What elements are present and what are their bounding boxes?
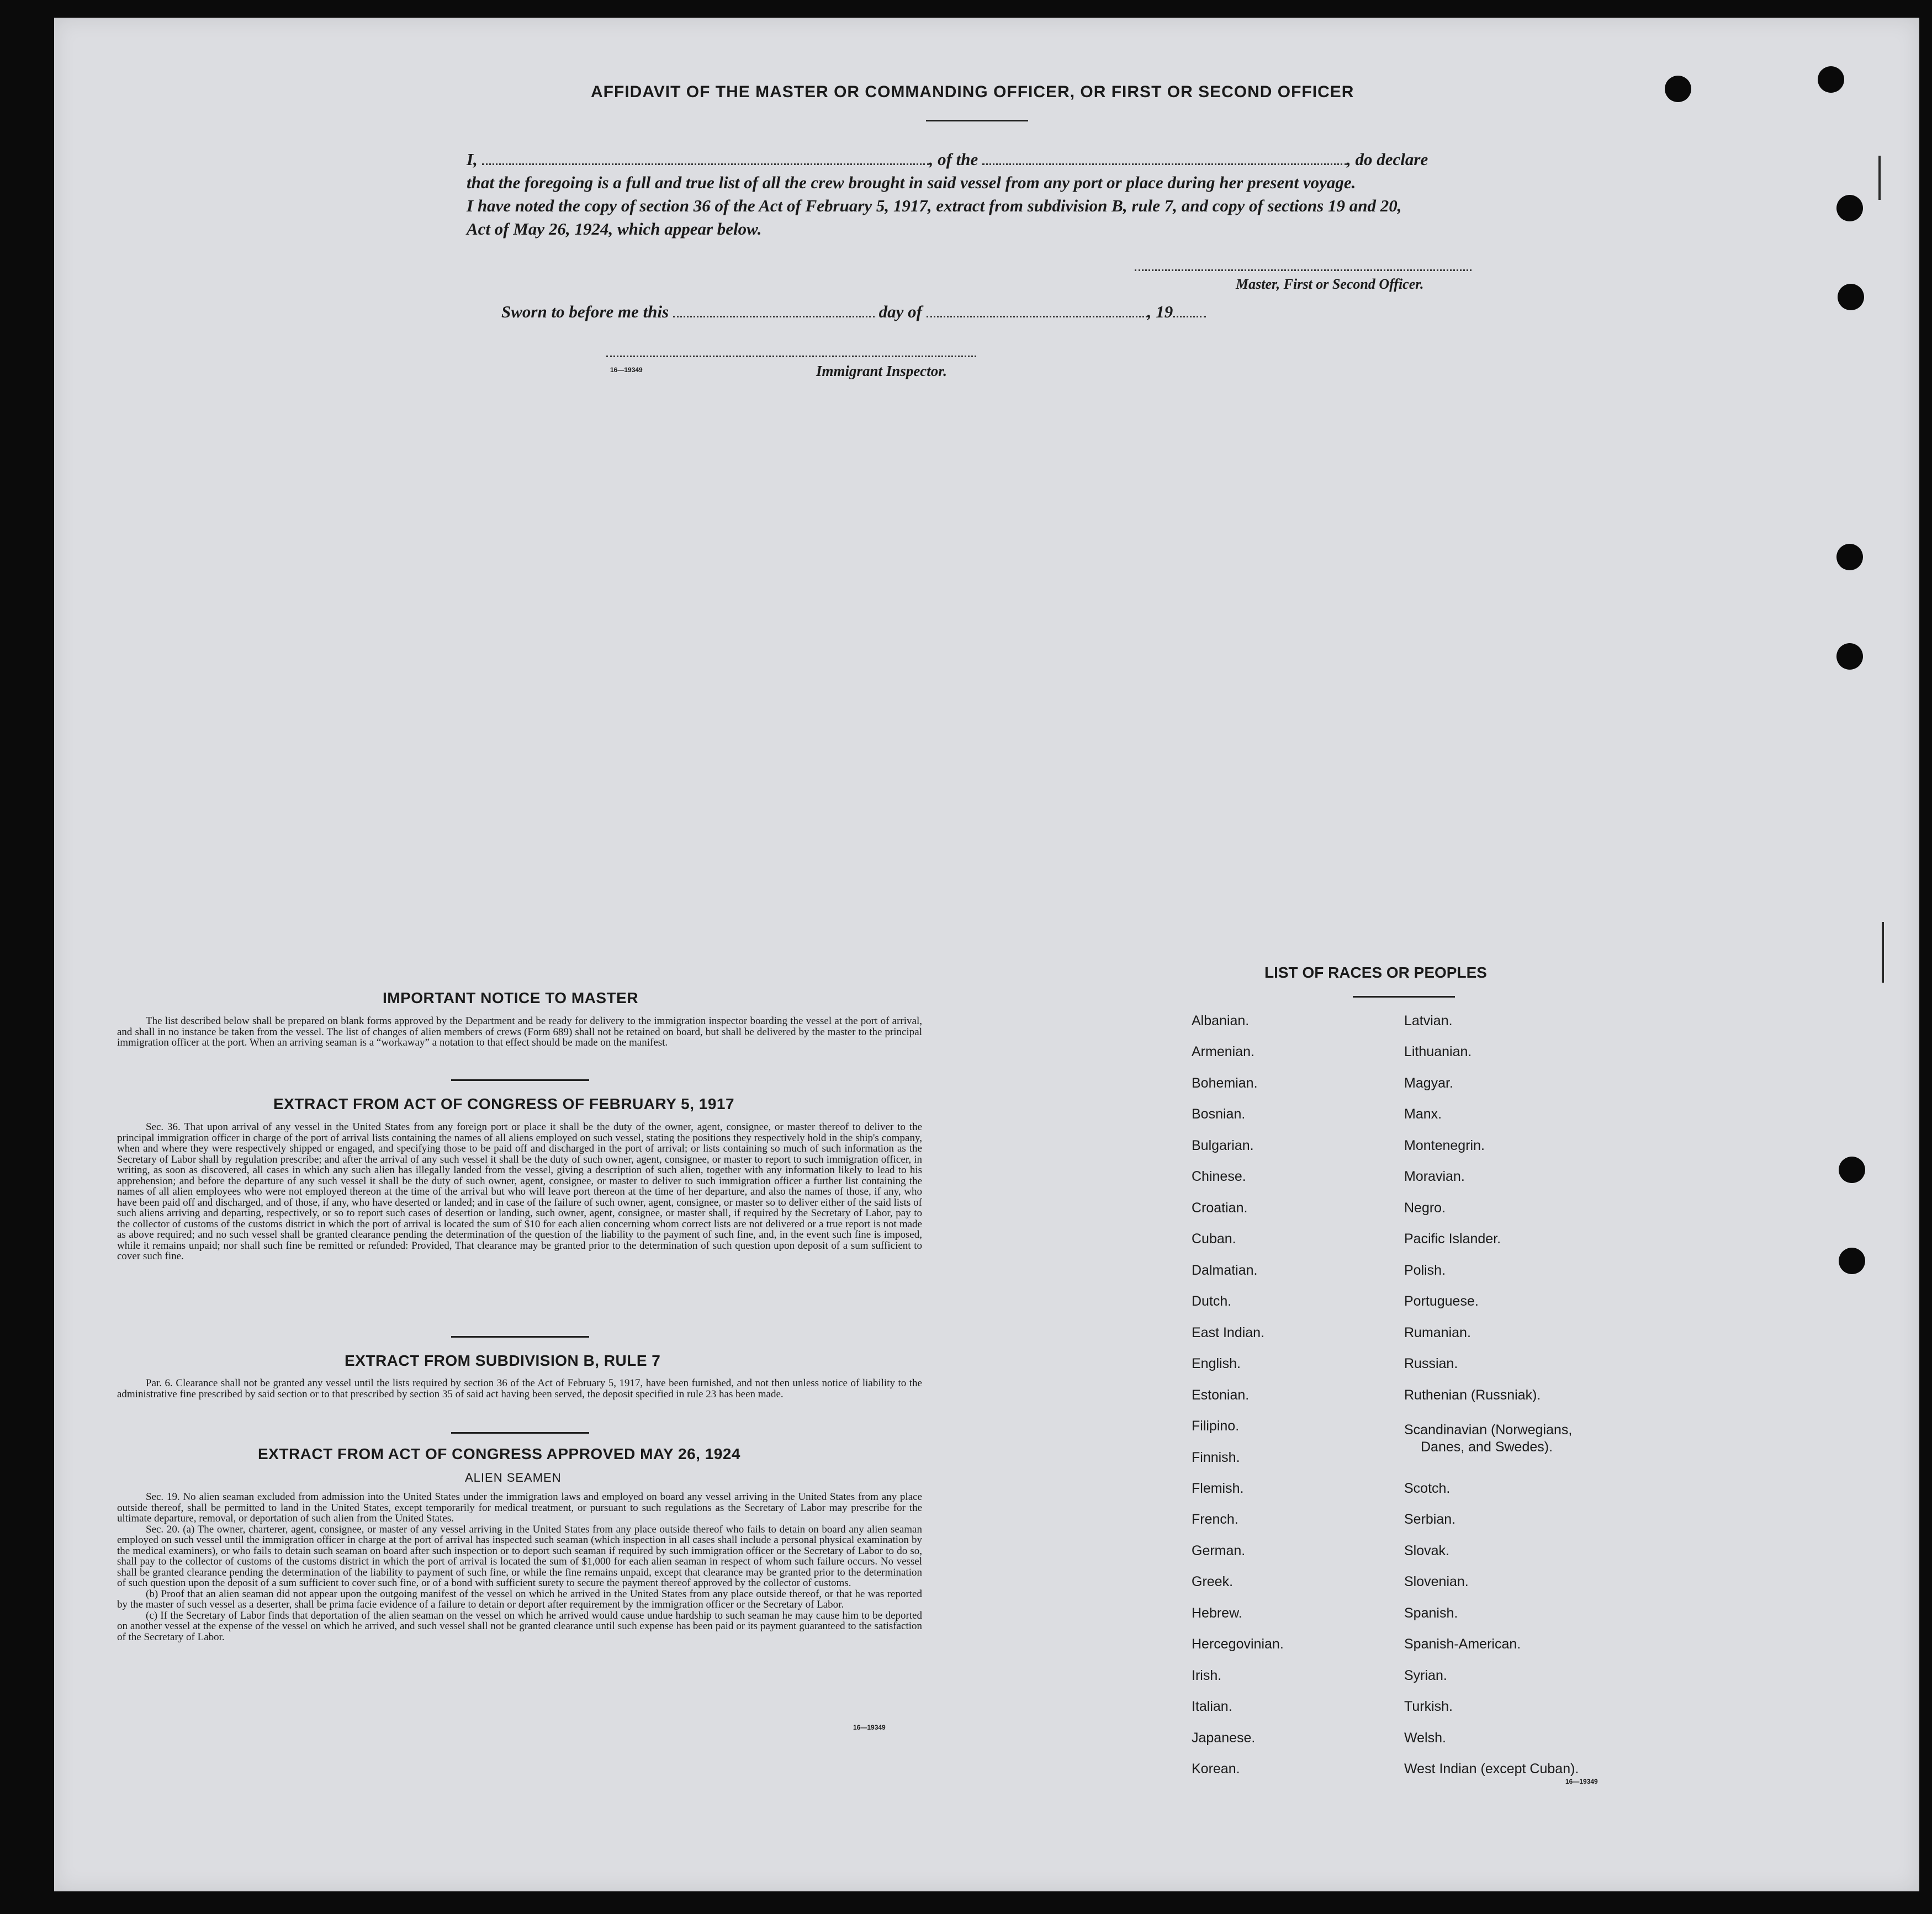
section-divider	[451, 1432, 589, 1434]
race-item: Finnish.	[1192, 1450, 1240, 1465]
text-do-declare: , do declare	[1347, 150, 1428, 169]
race-item: Korean.	[1192, 1761, 1240, 1777]
race-item: Negro.	[1404, 1200, 1446, 1216]
race-item: Slovenian.	[1404, 1574, 1469, 1589]
race-item: Montenegrin.	[1404, 1138, 1485, 1153]
race-item: East Indian.	[1192, 1325, 1265, 1340]
edge-mark	[1878, 156, 1881, 200]
sec-20b-text: (b) Proof that an alien seaman did not appear upon the outgoing manifest of the vessel on which he arrived in the United States from any place outside thereof, or that he was reported by the master of such vessel as a deserter, shall be prima facie evidence of a failure to detain or deport after requirement by the immigration officer or the Secretary of Labor.	[117, 1588, 922, 1610]
inspector-signature-line[interactable]	[606, 356, 976, 357]
race-item: Greek.	[1192, 1574, 1234, 1589]
race-item: Cuban.	[1192, 1231, 1236, 1247]
sworn-day-of: day of	[878, 302, 922, 321]
race-item: Lithuanian.	[1404, 1044, 1472, 1059]
race-item: Spanish-American.	[1404, 1636, 1521, 1652]
sworn-prefix: Sworn to before me this	[501, 302, 669, 321]
extract-1917-title: EXTRACT FROM ACT OF CONGRESS OF FEBRUARY 5, 1917	[273, 1095, 735, 1112]
race-item: Spanish.	[1404, 1605, 1458, 1621]
races-title: LIST OF RACES OR PEOPLES	[1264, 964, 1487, 981]
race-item: Magyar.	[1404, 1075, 1453, 1091]
punch-hole	[1818, 66, 1844, 93]
title-divider	[926, 120, 1028, 121]
race-item: French.	[1192, 1512, 1238, 1527]
notice-title: IMPORTANT NOTICE TO MASTER	[383, 989, 639, 1006]
sec-20c-text: (c) If the Secretary of Labor finds that deportation of the alien seaman on the vessel on which he arrived would cause undue hardship to such seaman he may cause him to be deported on another vessel at the expense of the vessel on which he arrived, and such vessel shall not be granted clearance until such expense has been paid or its payment guaranteed to the satisfaction of the Secretary of Labor.	[117, 1609, 922, 1643]
race-item: Ruthenian (Russniak).	[1404, 1387, 1541, 1403]
race-item: Bulgarian.	[1192, 1138, 1254, 1153]
race-item: Chinese.	[1192, 1169, 1246, 1184]
race-item: Danes, and Swedes).	[1421, 1439, 1553, 1455]
text-of-the: , of the	[929, 150, 978, 169]
punch-hole	[1836, 643, 1863, 670]
punch-hole	[1838, 284, 1864, 310]
race-item: Dutch.	[1192, 1293, 1232, 1309]
extract-rule7-text: Par. 6. Clearance shall not be granted any vessel until the lists required by section 36 of the Act of February 5, 1917, have been furnished, and not then unless notice of liability to the administrative fine prescribed by said section or to that prescribed by section 35 of said act having been served, the deposit specified in rule 23 has been made.	[117, 1377, 922, 1400]
punch-hole	[1836, 195, 1863, 221]
section-divider	[451, 1336, 589, 1338]
form-number: 16—19349	[1565, 1778, 1598, 1785]
race-item: Italian.	[1192, 1699, 1232, 1714]
race-item: Bosnian.	[1192, 1106, 1246, 1122]
race-item: Hebrew.	[1192, 1605, 1242, 1621]
race-item: Japanese.	[1192, 1730, 1256, 1746]
race-item: German.	[1192, 1543, 1246, 1558]
races-title-divider	[1353, 996, 1455, 998]
notice-text: The list described below shall be prepared on blank forms approved by the Department and be ready for delivery to the immigration inspector boarding the vessel at the port of arrival, and shall in no instance be taken from the vessel. The list of changes of alien members of crews (Form 689) shall not be retained on board, but shall be delivered by the master to the principal immigration officer at the port. When an arriving seaman is a “workaway” a notation to that effect should be made on the manifest.	[117, 1015, 922, 1048]
sworn-year-blank[interactable]	[1173, 303, 1206, 317]
race-item: Slovak.	[1404, 1543, 1449, 1558]
sworn-date-blank[interactable]	[673, 303, 875, 317]
race-item: Latvian.	[1404, 1013, 1453, 1028]
sworn-month-blank[interactable]	[927, 303, 1147, 317]
sec-19-text: Sec. 19. No alien seaman excluded from admission into the United States under the immigration laws and employed on board any vessel arriving in the United States from any place outside thereof, shall be permitted to land in the United States, except temporarily for medical treatment, or pursuant to such regulations as the Secretary of Labor may prescribe for the ultimate departure, removal, or deportation of such alien from the United States.	[117, 1491, 922, 1524]
race-item: Rumanian.	[1404, 1325, 1471, 1340]
declaration-line-1	[467, 148, 1494, 171]
race-item: Armenian.	[1192, 1044, 1255, 1059]
text-i: I,	[467, 150, 478, 169]
alien-seamen-subtitle: ALIEN SEAMEN	[465, 1471, 562, 1484]
race-item: Welsh.	[1404, 1730, 1446, 1746]
race-item: Moravian.	[1404, 1169, 1465, 1184]
declaration-line-2: that the foregoing is a full and true list of all the crew brought in said vessel from any port or place during her present voyage.	[467, 173, 1356, 192]
punch-hole	[1836, 544, 1863, 570]
vessel-blank[interactable]	[982, 150, 1347, 165]
race-item: Hercegovinian.	[1192, 1636, 1284, 1652]
punch-hole	[1839, 1248, 1865, 1274]
master-signature-line[interactable]	[1135, 269, 1472, 271]
extract-1924-text	[117, 1492, 922, 1642]
affidavit-declaration	[467, 148, 1494, 241]
affidavit-title: AFFIDAVIT OF THE MASTER OR COMMANDING OFFICER, OR FIRST OR SECOND OFFICER	[591, 83, 1354, 101]
race-item: Pacific Islander.	[1404, 1231, 1501, 1247]
extract-1917-text: Sec. 36. That upon arrival of any vessel in the United States from any foreign port or place it shall be the duty of the owner, agent, consignee, or master thereof to deliver to the principal immigration officer in charge of the port of arrival lists containing the names of all aliens employed on such vessel, stating the positions they respectively hold in the ship's company, when and where they were respectively shipped or engaged, and specifying those to be paid off and discharged in the port of arrival; or lists containing so much of such information as the Secretary of Labor shall by regulation prescribe; and after the arrival of any such vessel it shall be the duty of such owner, agent, consignee, or master to report to such immigration officer, in writing, as soon as discovered, all cases in which any such alien has illegally landed from the vessel, giving a description of such alien, together with any information likely to lead to his apprehension; and before the departure of any such vessel it shall be the duty of such owner, agent, consignee, or master to deliver to such immigration officer a further list containing the names of all alien employees who were not employed thereon at the time of the arrival but who will leave port thereon at the time of her departure, and also the names of those, if any, who have been paid off and discharged, and of those, if any, who have deserted or landed; and in case of the failure of such owner, agent, consignee, or master so to deliver either of the said lists of such aliens arriving and departing, respectively, or so to report such cases of desertion or landing, such owner, agent, consignee, or master shall, if required by the Secretary of Labor, pay to the collector of customs of the customs district in which the port of arrival is located the sum of $10 for each alien concerning whom correct lists are not delivered or a true report is not made as above required; and no such vessel shall be granted clearance pending the determination of the question of the liability to the payment of such fine, and, in the event such fine is imposed, while it remains unpaid; nor shall such fine be remitted or refunded: Provided, That clearance may be granted prior to the determination of such question upon deposit of a sum sufficient to cover such fine.	[117, 1121, 922, 1262]
race-item: Filipino.	[1192, 1418, 1240, 1434]
race-item: Polish.	[1404, 1263, 1446, 1278]
race-item: West Indian (except Cuban).	[1404, 1761, 1579, 1777]
edge-mark	[1882, 922, 1884, 983]
punch-hole	[1665, 76, 1691, 102]
race-item: Turkish.	[1404, 1699, 1453, 1714]
race-item: Scotch.	[1404, 1481, 1451, 1496]
race-item: Flemish.	[1192, 1481, 1244, 1496]
declaration-line-3: I have noted the copy of section 36 of the Act of February 5, 1917, extract from subdivision B, rule 7, and copy of sections 19 and 20,	[467, 196, 1402, 215]
form-number: 16—19349	[853, 1724, 886, 1731]
sworn-year: , 19	[1147, 302, 1173, 321]
sworn-line	[501, 302, 1206, 322]
extract-1924-title: EXTRACT FROM ACT OF CONGRESS APPROVED MAY 26, 1924	[258, 1445, 740, 1462]
race-item: English.	[1192, 1356, 1241, 1371]
race-item: Syrian.	[1404, 1668, 1447, 1683]
form-number: 16—19349	[610, 366, 643, 374]
master-signature-label: Master, First or Second Officer.	[1236, 276, 1424, 292]
race-item: Bohemian.	[1192, 1075, 1258, 1091]
race-item: Manx.	[1404, 1106, 1442, 1122]
section-divider	[451, 1079, 589, 1081]
race-item: Scandinavian (Norwegians,	[1404, 1422, 1573, 1438]
race-item: Russian.	[1404, 1356, 1458, 1371]
extract-rule7-title: EXTRACT FROM SUBDIVISION B, RULE 7	[345, 1352, 661, 1369]
name-blank[interactable]	[482, 150, 929, 165]
race-item: Albanian.	[1192, 1013, 1250, 1028]
sec-20a-text: Sec. 20. (a) The owner, charterer, agent, consignee, or master of any vessel arriving in the United States from any place outside thereof who fails to detain on board any alien seaman employed on such vessel until the immigration officer in charge at the port of arrival has inspected such seaman (which inspection in all cases shall include a personal physical examination by the medical examiners), or who fails to detain such seaman on board after such inspection or to deport such seaman if required by such immigration officer or the Secretary of Labor to do so, shall pay to the collector of customs of the customs district in which the port of arrival is located the sum of $1,000 for each alien seaman in respect of whom such failure occurs. No vessel shall be granted clearance pending the determination of the liability to payment of such fine, or while the fine remains unpaid, except that clearance may be granted prior to the determination of such question upon the deposit of a sum sufficient to cover such fine, or of a bond with sufficient surety to secure the payment thereof approved by the collector of customs.	[117, 1523, 922, 1589]
race-item: Dalmatian.	[1192, 1263, 1258, 1278]
race-item: Irish.	[1192, 1668, 1222, 1683]
punch-hole	[1839, 1157, 1865, 1183]
race-item: Croatian.	[1192, 1200, 1248, 1216]
declaration-line-4: Act of May 26, 1924, which appear below.	[467, 219, 762, 238]
race-item: Serbian.	[1404, 1512, 1456, 1527]
race-item: Portuguese.	[1404, 1293, 1479, 1309]
race-item: Estonian.	[1192, 1387, 1250, 1403]
inspector-label: Immigrant Inspector.	[816, 363, 948, 379]
